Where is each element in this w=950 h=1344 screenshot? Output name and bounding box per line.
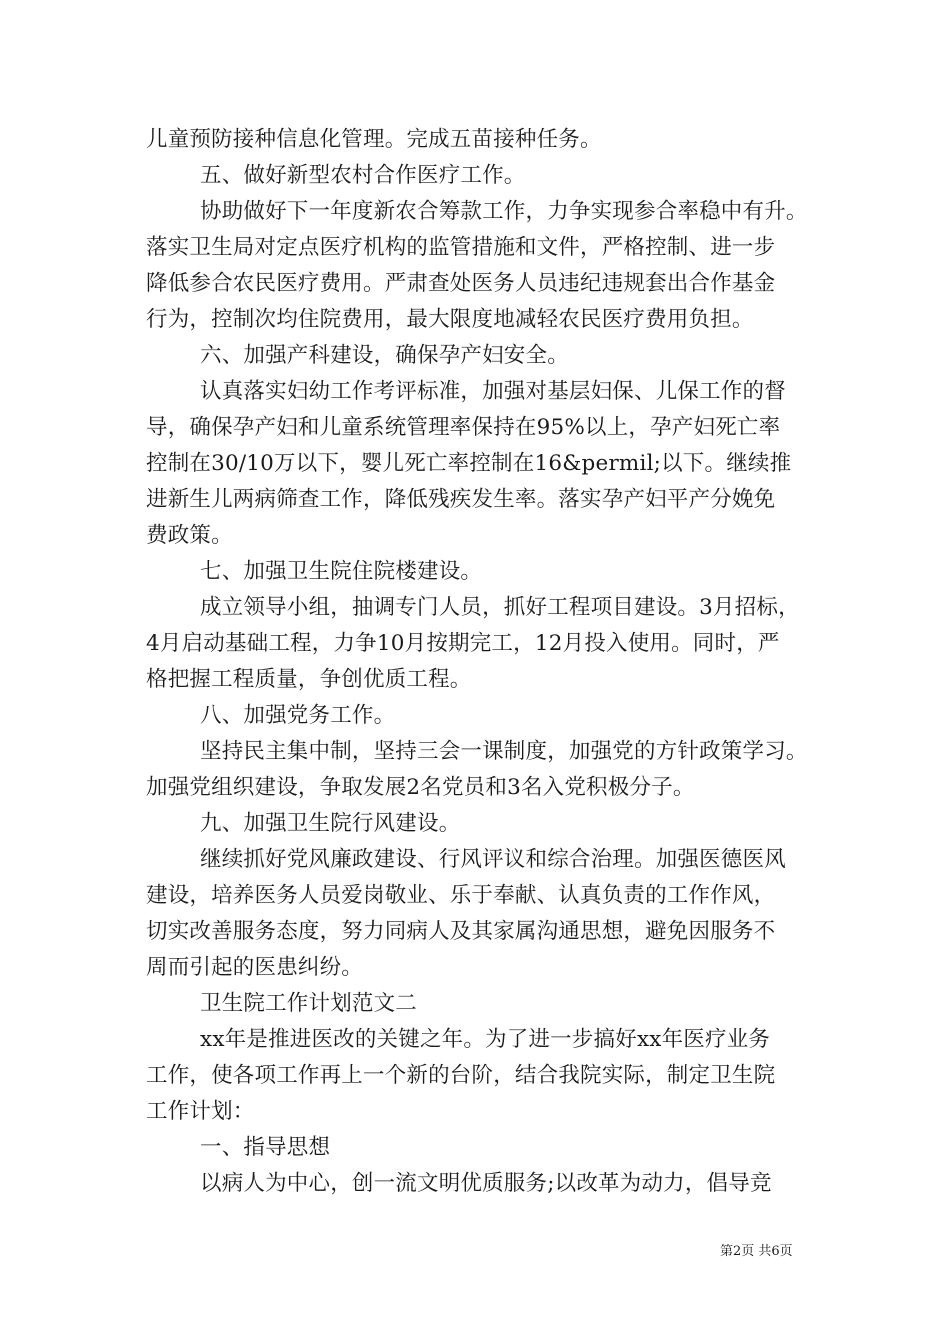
section-heading: 五、做好新型农村合作医疗工作。 — [200, 163, 526, 188]
text-line: 落实卫生局对定点医疗机构的监管措施和文件，严格控制、进一步 — [146, 235, 776, 260]
text-line: 切实改善服务态度，努力同病人及其家属沟通思想，避免因服务不 — [146, 919, 776, 944]
text-line: 建设，培养医务人员爱岗敬业、乐于奉献、认真负责的工作作风， — [146, 883, 776, 908]
section-heading: 一、指导思想 — [200, 1135, 331, 1160]
text-line: 进新生儿两病筛查工作，降低残疾发生率。落实孕产妇平产分娩免 — [146, 487, 776, 512]
text-line: xx年是推进医改的关键之年。为了进一步搞好xx年医疗业务 — [200, 1027, 771, 1052]
text-line: 继续抓好党风廉政建设、行风评议和综合治理。加强医德医风 — [200, 847, 786, 872]
text-line: 费政策。 — [146, 523, 233, 548]
section-heading: 六、加强产科建设，确保孕产妇安全。 — [200, 343, 569, 368]
text-line: 行为，控制次均住院费用，最大限度地减轻农民医疗费用负担。 — [146, 307, 754, 332]
section-heading: 九、加强卫生院行风建设。 — [200, 811, 461, 836]
text-line: 控制在30/10万以下，婴儿死亡率控制在16&permil;以下。继续推 — [146, 451, 792, 476]
text-line: 导，确保孕产妇和儿童系统管理率保持在95%以上，孕产妇死亡率 — [146, 415, 781, 440]
text-line: 工作计划： — [146, 1099, 255, 1124]
text-line: 儿童预防接种信息化管理。完成五苗接种任务。 — [146, 127, 602, 152]
text-line: 格把握工程质量，争创优质工程。 — [146, 667, 472, 692]
document-subtitle: 卫生院工作计划范文二 — [200, 991, 418, 1016]
section-heading: 七、加强卫生院住院楼建设。 — [200, 559, 483, 584]
section-heading: 八、加强党务工作。 — [200, 703, 396, 728]
text-line: 以病人为中心，创一流文明优质服务;以改革为动力，倡导竞 — [200, 1171, 772, 1196]
text-line: 周而引起的医患纠纷。 — [146, 955, 364, 980]
text-line: 加强党组织建设，争取发展2名党员和3名入党积极分子。 — [146, 775, 695, 800]
text-line: 降低参合农民医疗费用。严肃查处医务人员违纪违规套出合作基金 — [146, 271, 776, 296]
text-line: 坚持民主集中制，坚持三会一课制度，加强党的方针政策学习。 — [200, 739, 808, 764]
page-number: 第2页 共6页 — [720, 1244, 793, 1259]
text-line: 认真落实妇幼工作考评标准，加强对基层妇保、儿保工作的督 — [200, 379, 786, 404]
text-line: 工作，使各项工作再上一个新的台阶，结合我院实际，制定卫生院 — [146, 1063, 776, 1088]
text-line: 成立领导小组，抽调专门人员，抓好工程项目建设。3月招标， — [200, 595, 800, 620]
text-line: 4月启动基础工程，力争10月按期完工，12月投入使用。同时，严 — [146, 631, 780, 656]
text-line: 协助做好下一年度新农合筹款工作，力争实现参合率稳中有升。 — [200, 199, 808, 224]
